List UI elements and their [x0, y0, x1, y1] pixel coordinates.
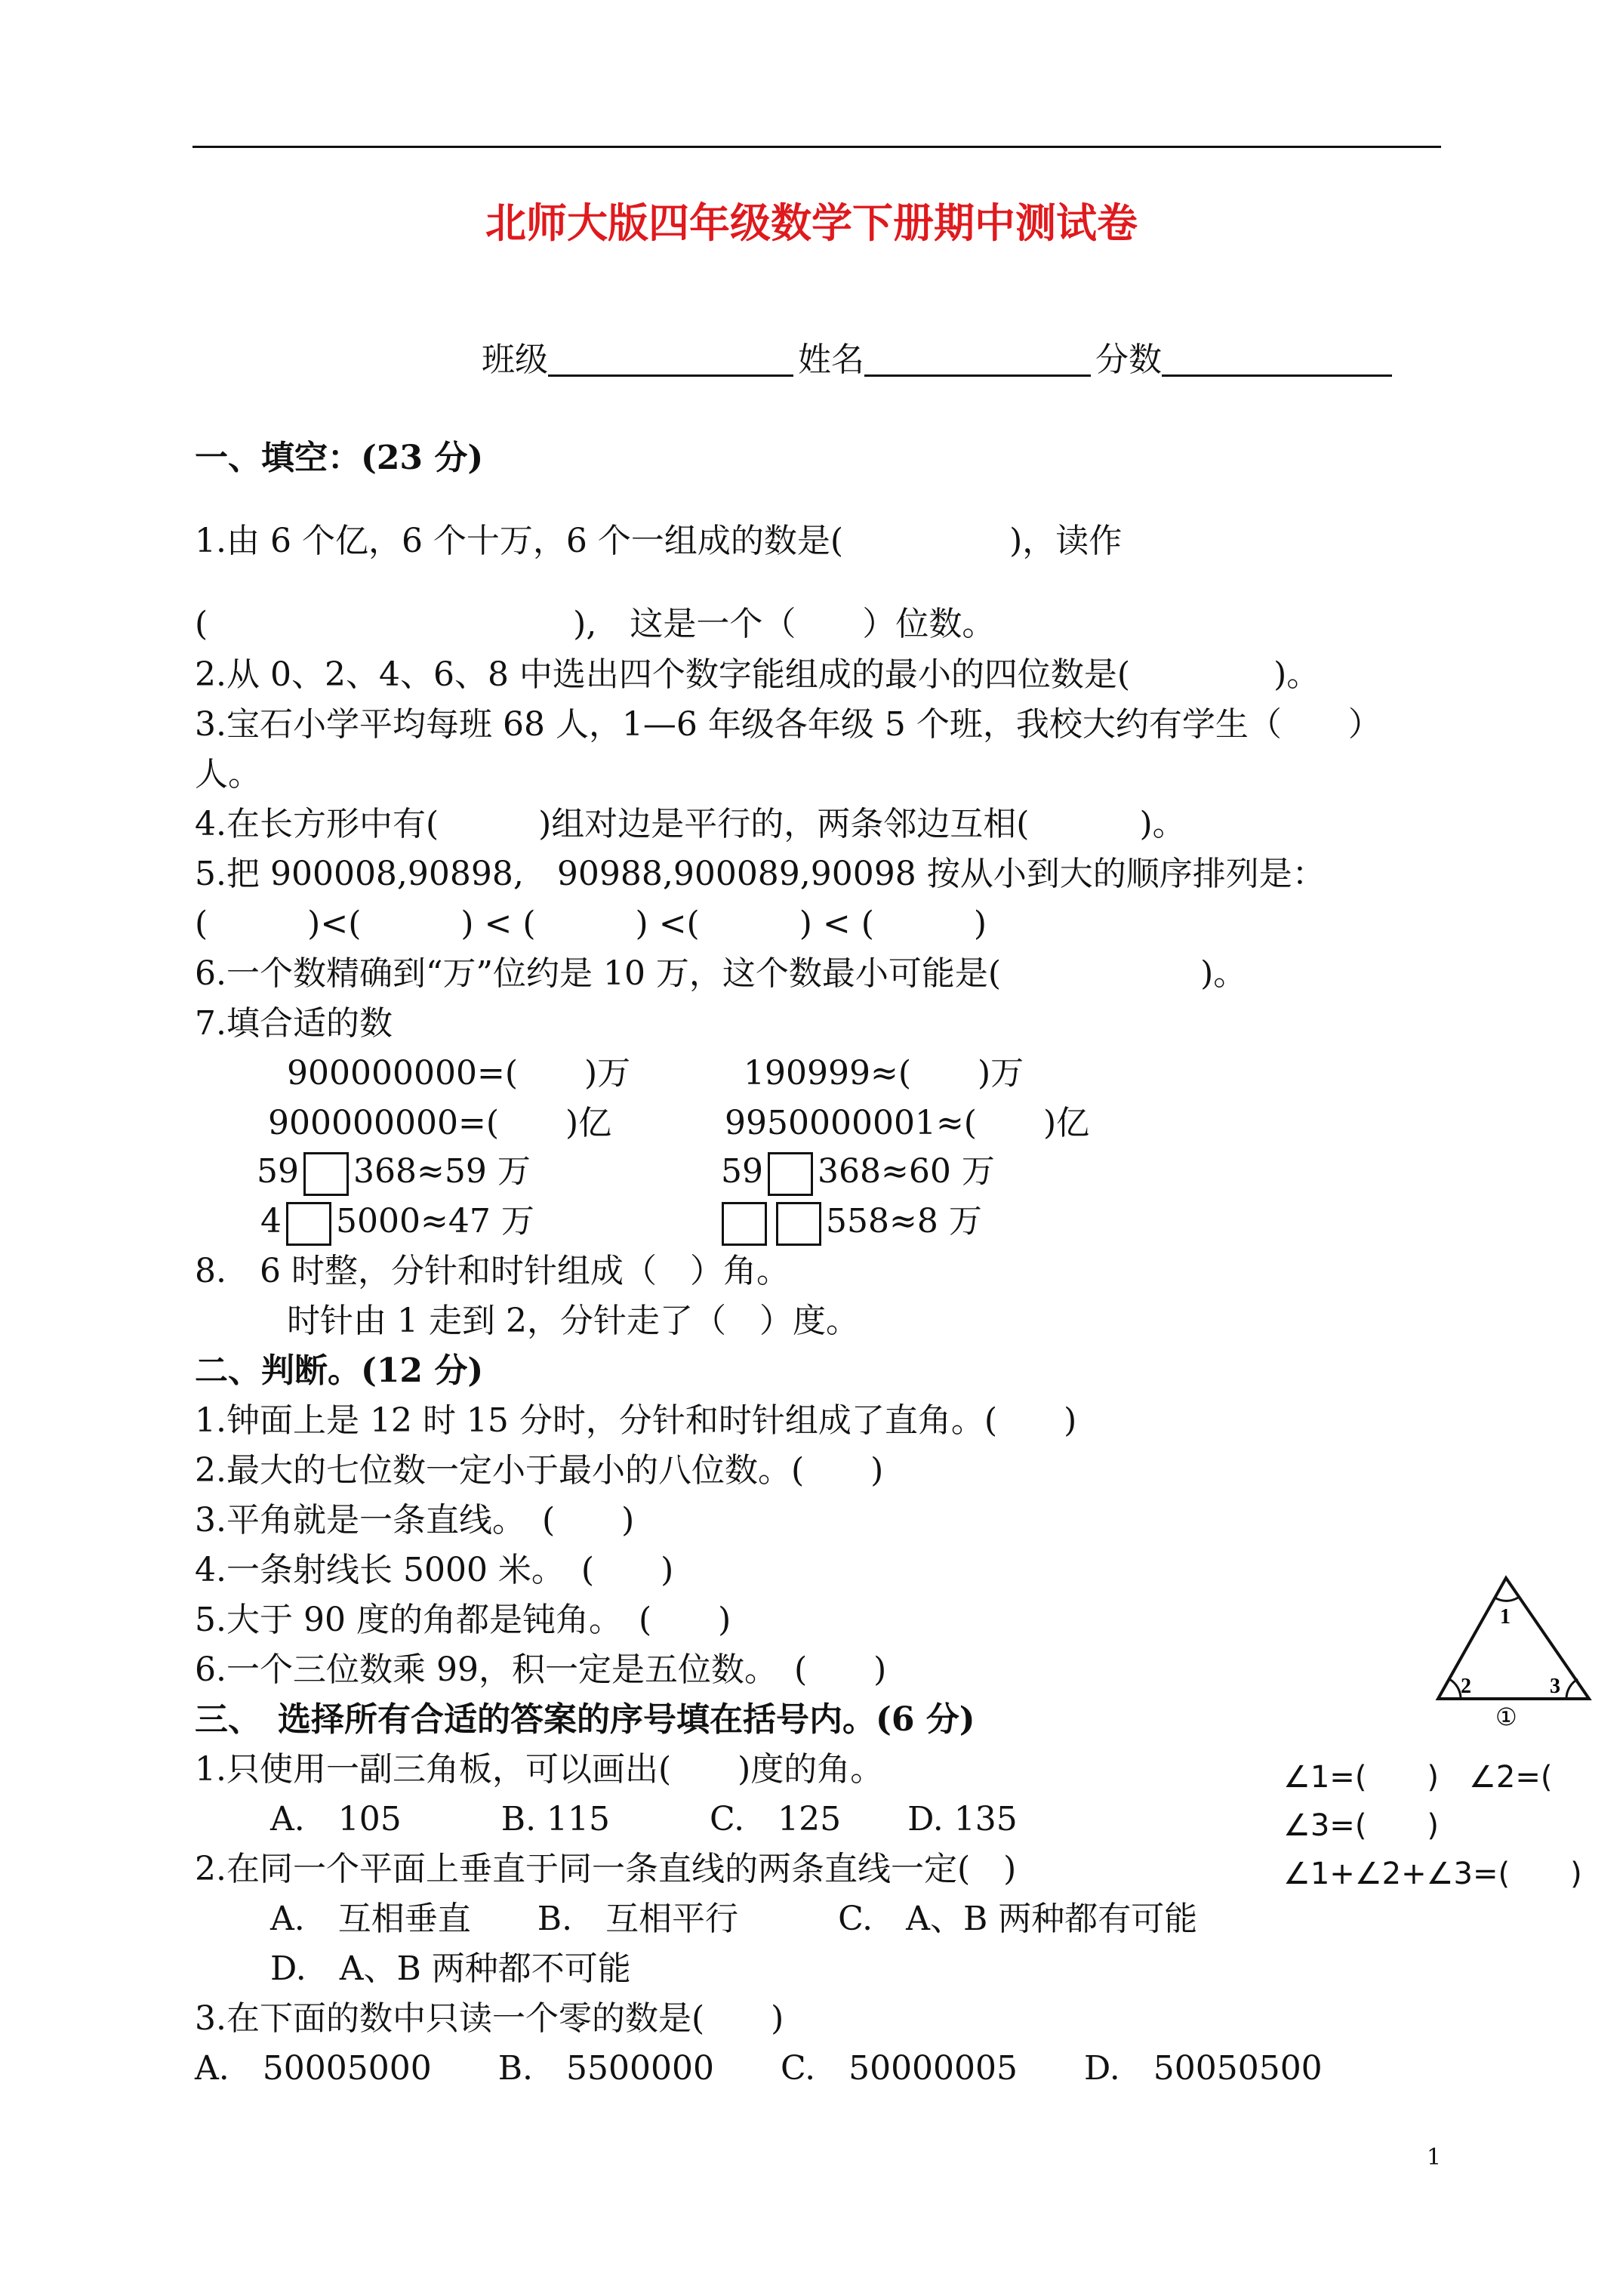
s3-q2-options-2: D. A、B 两种都不可能 — [270, 1949, 631, 1988]
s3-q1: 1.只使用一副三角板，可以画出( )度的角。 — [195, 1750, 884, 1789]
s2-q4: 4.一条射线长 5000 米。 ( ) — [195, 1551, 674, 1589]
s2-q6: 6.一个三位数乘 99，积一定是五位数。 ( ) — [195, 1650, 887, 1689]
s3-q2: 2.在同一个平面上垂直于同一条直线的两条直线一定( ) — [195, 1850, 1017, 1888]
s1-q6: 6.一个数精确到“万”位约是 10 万，这个数最小可能是( )。 — [195, 954, 1247, 993]
student-info-row — [460, 308, 1397, 377]
s1-q7-r2a: 900000000=( )亿 — [268, 1104, 612, 1142]
s3-q1-options: A. 105 B. 115 C. 125 D. 135 — [270, 1800, 1018, 1838]
s1-q7-r2b: 9950000001≈( )亿 — [725, 1104, 1090, 1142]
angle2-label: 2 — [1461, 1675, 1471, 1698]
s1-q7-heading: 7.填合适的数 — [195, 1004, 393, 1043]
digit-box[interactable] — [768, 1152, 813, 1196]
s1-q3-line2: 人。 — [195, 755, 261, 794]
s1-q4: 4.在长方形中有( )组对边是平行的，两条邻边互相( )。 — [195, 805, 1186, 843]
digit-box[interactable] — [303, 1152, 349, 1196]
s1-q8-line1: 8. 6 时整，分针和时针组成（ ）角。 — [195, 1252, 790, 1290]
s1-q3-line1: 3.宝石小学平均每班 68 人，1—6 年级各年级 5 个班，我校大约有学生（ ） — [195, 705, 1381, 744]
s2-q2: 2.最大的七位数一定小于最小的八位数。( ) — [195, 1451, 884, 1490]
digit-box[interactable] — [286, 1202, 331, 1246]
top-rule — [192, 146, 1441, 148]
s2-q3: 3.平角就是一条直线。 ( ) — [195, 1501, 635, 1539]
angle2-arc — [1449, 1679, 1461, 1699]
triangle-answer-1: ∠1=( ) ∠2=( — [1283, 1760, 1553, 1795]
s1-q5-line2: ( )<( ) < ( ) <( ) < ( ) — [195, 905, 987, 943]
s2-q5: 5.大于 90 度的角都是钝角。 ( ) — [195, 1601, 731, 1639]
section1-heading: 一、填空：(23 分) — [195, 439, 484, 477]
s1-q7-r1b: 190999≈( )万 — [744, 1054, 1024, 1093]
section2-heading: 二、判断。(12 分) — [195, 1351, 484, 1390]
s1-q7-r1a: 900000000=( )万 — [287, 1054, 631, 1093]
s3-q3: 3.在下面的数中只读一个零的数是( ) — [195, 1999, 784, 2038]
name-label: 姓名 — [797, 341, 864, 379]
s1-q7-r3b: 59 368≈60 万 — [721, 1148, 995, 1196]
triangle-answer-2: ∠3=( ) — [1283, 1808, 1440, 1843]
angle3-label: 3 — [1550, 1675, 1560, 1698]
s1-q1-line1: 1.由 6 个亿，6 个十万，6 个一组成的数是( )，读作 — [195, 522, 1123, 560]
s3-q3-options: A. 50005000 B. 5500000 C. 50000005 D. 50050500 — [195, 2049, 1323, 2088]
s1-q2: 2.从 0、2、4、6、8 中选出四个数字能组成的最小的四位数是( )。 — [195, 655, 1320, 694]
s1-q7-r4a: 4 5000≈47 万 — [260, 1197, 534, 1246]
s1-q5-line1: 5.把 900008,90898, 90988,900089,90098 按从小到大的顺序排列是： — [195, 855, 1326, 893]
digit-box[interactable] — [722, 1202, 767, 1246]
page-number: 1 — [1427, 2144, 1442, 2171]
triangle-answer-3: ∠1+∠2+∠3=( ) — [1283, 1857, 1582, 1891]
angle1-arc — [1495, 1598, 1518, 1601]
score-label: 分数 — [1095, 341, 1162, 379]
class-blank[interactable] — [548, 341, 793, 377]
figure-number: ① — [1495, 1703, 1517, 1729]
s1-q8-line2: 时针由 1 走到 2，分针走了（ ）度。 — [287, 1302, 859, 1340]
name-blank[interactable] — [864, 341, 1091, 377]
s1-q7-r3a: 59 368≈59 万 — [257, 1148, 531, 1196]
s3-q2-options-1: A. 互相垂直 B. 互相平行 C. A、B 两种都有可能 — [270, 1900, 1198, 1938]
class-label: 班级 — [481, 341, 548, 379]
s2-q1: 1.钟面上是 12 时 15 分时，分针和时针组成了直角。( ) — [195, 1401, 1077, 1440]
triangle-figure — [1431, 1570, 1600, 1729]
angle1-label: 1 — [1500, 1605, 1511, 1629]
section3-heading: 三、 选择所有合适的答案的序号填在括号内。(6 分) — [195, 1700, 975, 1739]
digit-box[interactable] — [776, 1202, 821, 1246]
score-blank[interactable] — [1162, 341, 1392, 377]
s1-q1-line2: ( ), 这是一个（ ）位数。 — [195, 605, 996, 643]
s1-q7-r4b: 558≈8 万 — [717, 1197, 982, 1246]
page-title: 北师大版四年级数学下册期中测试卷 — [485, 199, 1138, 247]
